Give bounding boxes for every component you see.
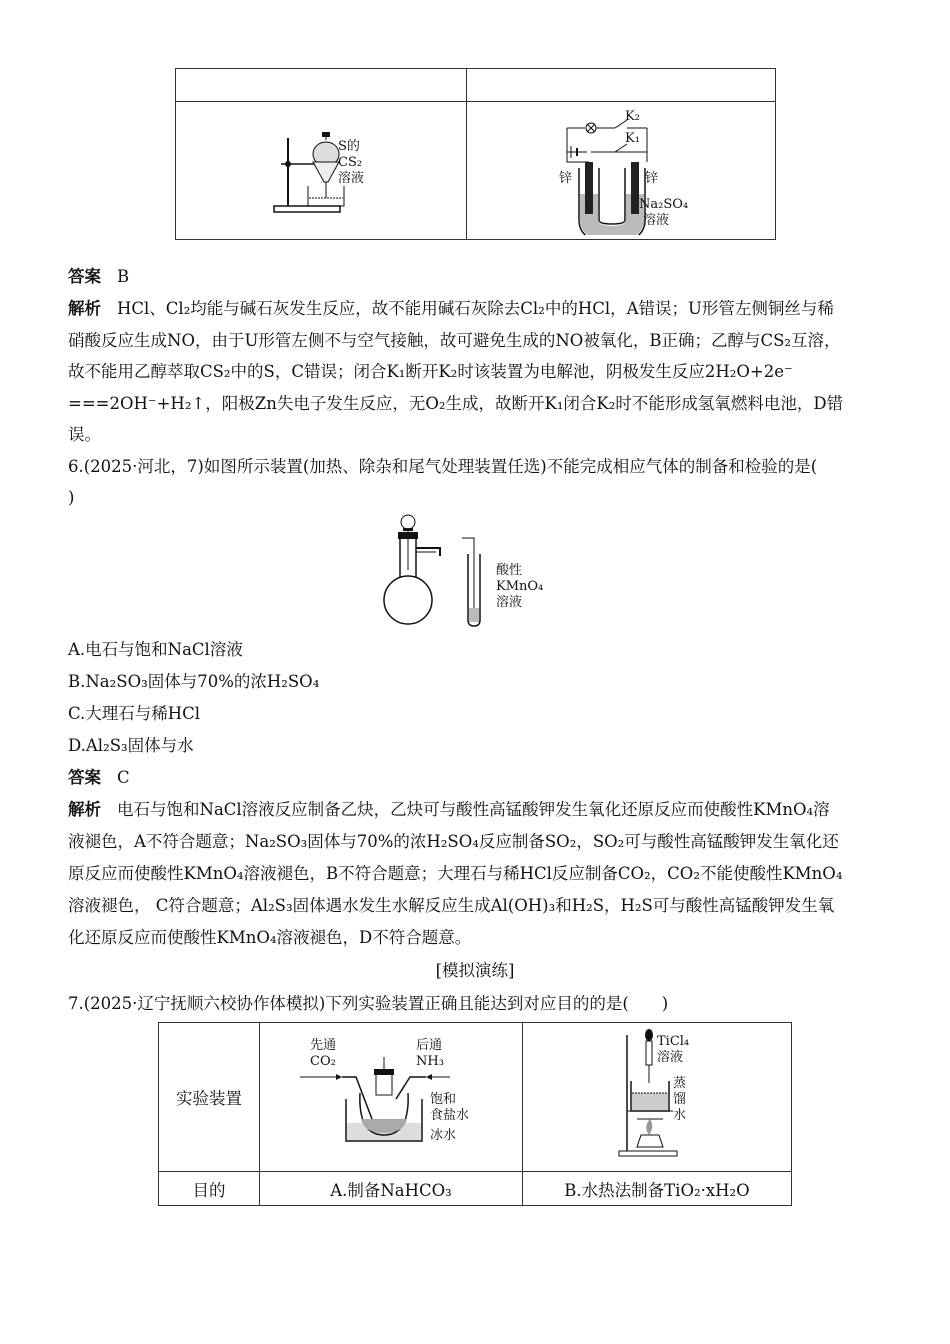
fig6-label-1: 酸性 <box>496 563 523 578</box>
q6-analysis-line-4: 溶液褪色， C符合题意；Al₂S₃固体遇水发生水解反应生成Al(OH)₃和H₂S，H₂S可与酸性高锰酸钾发生氧 <box>68 896 835 915</box>
figA-label-6: 食盐水 <box>430 1108 470 1123</box>
q5-analysis-line-1 <box>68 298 834 320</box>
q7-cell-a <box>260 1023 523 1172</box>
answer-label: 答案 <box>68 267 101 286</box>
figA-label-3: 后通 <box>416 1038 443 1053</box>
figA-label-1: 先通 <box>310 1038 337 1053</box>
gas-generation-figure <box>370 512 570 630</box>
q6-option-b: B.Na₂SO₃固体与70%的浓H₂SO₄ <box>68 672 320 691</box>
figA-label-7: 冰水 <box>430 1128 457 1143</box>
zinc-left-label: 锌 <box>559 171 573 186</box>
q7-purpose-a: A.制备NaHCO₃ <box>260 1172 523 1206</box>
switch-k1-label: K₁ <box>625 131 640 146</box>
analysis-label: 解析 <box>68 800 101 819</box>
fig-left-label-3: 溶液 <box>338 171 365 186</box>
q6-analysis-line-2: 液褪色，A不符合题意；Na₂SO₃固体与70%的浓H₂SO₄反应制备SO₂，SO₂可与酸性高锰酸钾发生氧化还 <box>68 832 839 851</box>
q6-analysis-line-3: 原反应而使酸性KMnO₄溶液褪色，B不符合题意；大理石与稀HCl反应制备CO₂，CO₂不能使酸性KMnO₄ <box>68 864 843 883</box>
q5-cell-left <box>176 102 467 240</box>
zinc-right-label: 锌 <box>645 171 659 186</box>
analysis-text: 电石与饱和NaCl溶液反应制备乙炔，乙炔可与酸性高锰酸钾发生氧化还原反应而使酸性KMnO₄溶 <box>117 800 830 819</box>
fig-left-label-2: CS₂ <box>338 155 363 170</box>
q5-answer <box>68 266 129 288</box>
figB-label-4: 馏 <box>673 1092 687 1107</box>
answer-label: 答案 <box>68 768 101 787</box>
figA-label-5: 饱和 <box>430 1092 457 1107</box>
answer-value: C <box>117 768 130 787</box>
q6-analysis-line-1 <box>68 799 830 821</box>
q5-cell-right <box>467 102 776 240</box>
figA-label-2: CO₂ <box>310 1054 336 1069</box>
figB-label-3: 蒸 <box>673 1076 687 1091</box>
fig6-label-2: KMnO₄ <box>496 579 544 594</box>
q5-analysis-line-4: ===2OH⁻+H₂↑，阳极Zn失电子发生反应，无O₂生成，故断开K₁闭合K₂时不能形成氢氧燃料电池，D错 <box>68 394 844 413</box>
q7-cell-b <box>523 1023 792 1172</box>
electrolysis-u-tube-figure <box>467 102 775 235</box>
q6-stem-line-1: 6.(2025·河北，7)如图所示装置(加热、除杂和尾气处理装置任选)不能完成相应气体的制备和检验的是( <box>68 457 818 476</box>
q7-purpose-b: B.水热法制备TiO₂·xH₂O <box>523 1172 792 1206</box>
q6-analysis-line-5: 化还原反应而使酸性KMnO₄溶液褪色，D不符合题意。 <box>68 928 472 947</box>
solution-formula-label: Na₂SO₄ <box>639 197 689 212</box>
tio2-hydrothermal-figure <box>523 1023 791 1167</box>
q6-option-d: D.Al₂S₃固体与水 <box>68 736 194 755</box>
separatory-funnel-figure <box>176 102 466 235</box>
q6-stem-line-2: ) <box>68 488 75 507</box>
fig-left-label-1: S的 <box>338 139 360 154</box>
figB-label-1: TiCl₄ <box>657 1034 690 1049</box>
solution-label: 溶液 <box>643 213 670 228</box>
q7-row2-label: 目的 <box>159 1172 260 1206</box>
switch-k2-label: K₂ <box>625 109 640 124</box>
figB-label-2: 溶液 <box>657 1050 684 1065</box>
q5-apparatus-table <box>175 68 776 240</box>
q7-table <box>158 1022 792 1206</box>
q5-analysis-line-3: 故不能用乙醇萃取CS₂中的S，C错误；闭合K₁断开K₂时该装置为电解池，阴极发生反应2H₂O+2e⁻ <box>68 362 793 381</box>
q5-analysis-line-2: 硝酸反应生成NO，由于U形管左侧不与空气接触，故可避免生成的NO被氧化，B正确；乙醇与CS₂互溶， <box>68 331 841 350</box>
q5-analysis-line-5: 误。 <box>68 425 101 444</box>
q6-option-a: A.电石与饱和NaCl溶液 <box>68 640 243 659</box>
fig6-label-3: 溶液 <box>496 595 523 610</box>
analysis-text: HCl、Cl₂均能与碱石灰发生反应，故不能用碱石灰除去Cl₂中的HCl，A错误；U形管左侧铜丝与稀 <box>117 299 834 318</box>
figA-label-4: NH₃ <box>416 1054 444 1069</box>
figB-label-5: 水 <box>673 1108 687 1123</box>
answer-value: B <box>117 267 130 286</box>
section-title: [模拟演练] <box>435 961 515 980</box>
nahco3-apparatus-figure <box>260 1023 522 1167</box>
q6-answer <box>68 767 130 789</box>
q7-row1-label: 实验装置 <box>159 1023 260 1172</box>
analysis-label: 解析 <box>68 299 101 318</box>
q7-stem: 7.(2025·辽宁抚顺六校协作体模拟)下列实验装置正确且能达到对应目的的是( ) <box>68 994 669 1013</box>
q6-option-c: C.大理石与稀HCl <box>68 704 201 723</box>
